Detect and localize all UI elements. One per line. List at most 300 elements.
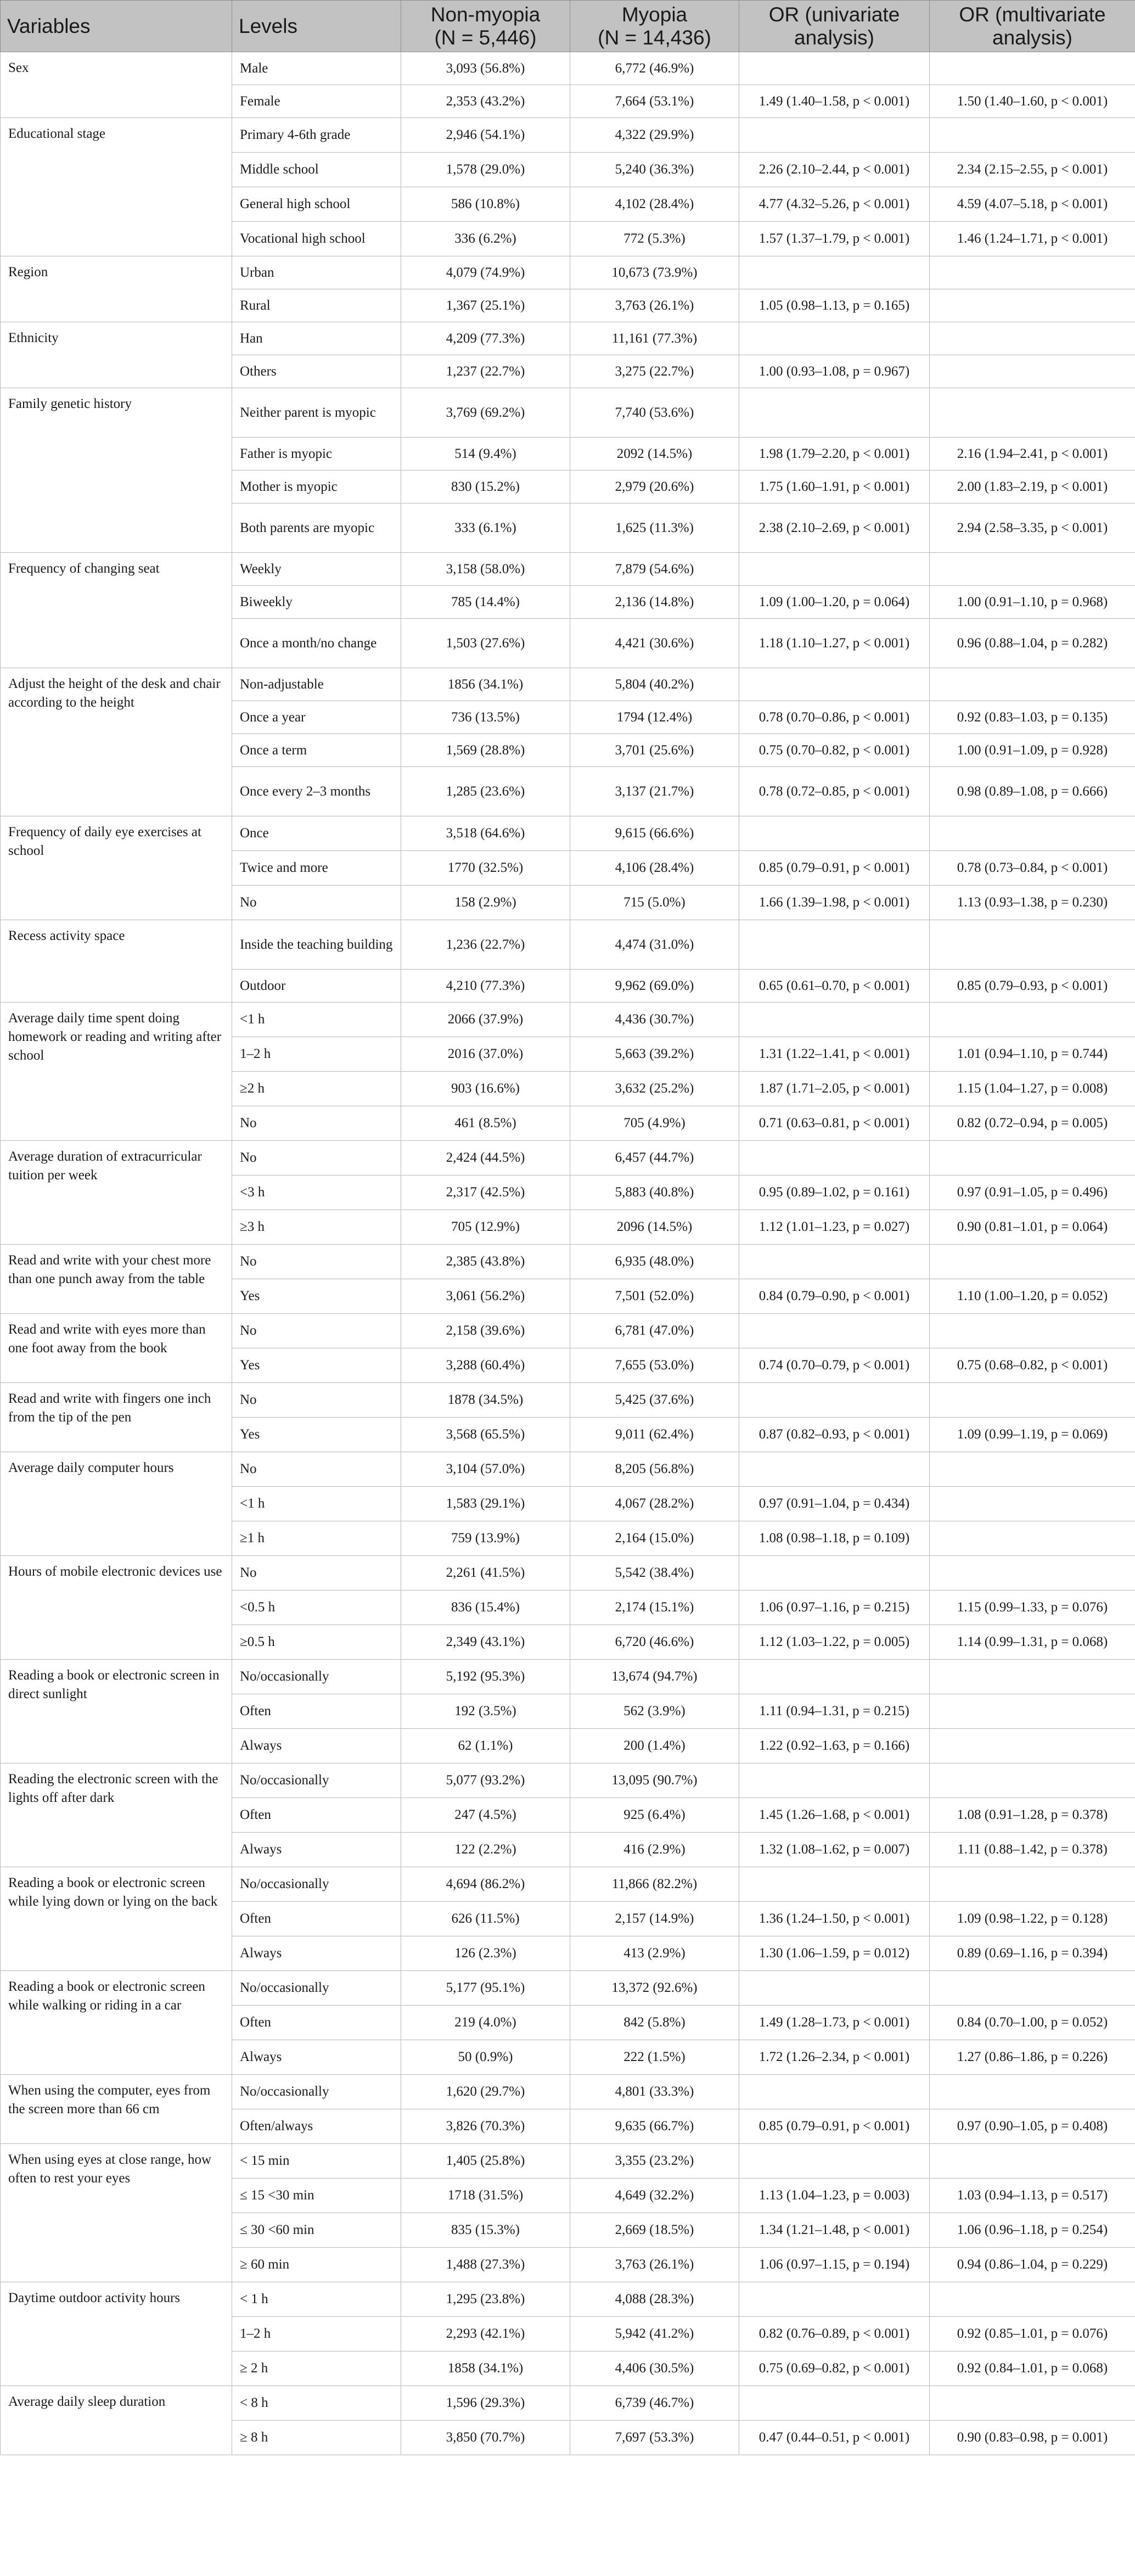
or-univariate-cell: 1.00 (0.93–1.08, p = 0.967): [739, 355, 930, 388]
level-cell: No/occasionally: [232, 1867, 401, 1902]
myopia-cell: 2,669 (18.5%): [570, 2213, 739, 2248]
myopia-cell: 7,655 (53.0%): [570, 1348, 739, 1383]
non-myopia-cell: 62 (1.1%): [401, 1729, 570, 1763]
or-multivariate-cell: [930, 118, 1135, 153]
or-multivariate-cell: 0.96 (0.88–1.04, p = 0.282): [930, 619, 1135, 668]
or-univariate-cell: 1.18 (1.10–1.27, p < 0.001): [739, 619, 930, 668]
non-myopia-cell: 626 (11.5%): [401, 1902, 570, 1936]
or-multivariate-cell: 2.00 (1.83–2.19, p < 0.001): [930, 471, 1135, 503]
header-myopia-n: (N = 14,436): [598, 26, 711, 49]
myopia-cell: 2096 (14.5%): [570, 1210, 739, 1245]
or-univariate-cell: [739, 256, 930, 289]
level-cell: ≥3 h: [232, 1210, 401, 1245]
table-row: [1, 1971, 1135, 2006]
non-myopia-cell: 1,569 (28.8%): [401, 734, 570, 767]
level-cell: Mother is myopic: [232, 471, 401, 503]
myopia-cell: 4,649 (32.2%): [570, 2179, 739, 2213]
myopia-cell: 5,942 (41.2%): [570, 2317, 739, 2351]
or-multivariate-cell: 1.09 (0.99–1.19, p = 0.069): [930, 1418, 1135, 1452]
non-myopia-cell: 2,293 (42.1%): [401, 2317, 570, 2351]
or-multivariate-cell: [930, 1867, 1135, 1902]
level-cell: Han: [232, 322, 401, 355]
level-cell: Often: [232, 2006, 401, 2040]
level-cell: <1 h: [232, 1487, 401, 1521]
level-cell: No/occasionally: [232, 2075, 401, 2109]
level-cell: No: [232, 886, 401, 920]
or-multivariate-cell: 1.00 (0.91–1.09, p = 0.928): [930, 734, 1135, 767]
level-cell: ≥ 2 h: [232, 2351, 401, 2386]
table-row: [1, 2282, 1135, 2317]
or-univariate-cell: 1.57 (1.37–1.79, p < 0.001): [739, 222, 930, 256]
or-univariate-cell: 0.65 (0.61–0.70, p < 0.001): [739, 970, 930, 1003]
header-myopia: [570, 1, 739, 52]
or-multivariate-cell: [930, 289, 1135, 322]
header-non-myopia-title: Non-myopia: [430, 3, 541, 26]
or-multivariate-cell: [930, 355, 1135, 388]
or-multivariate-cell: 1.15 (1.04–1.27, p = 0.008): [930, 1072, 1135, 1106]
or-univariate-cell: [739, 52, 930, 85]
or-univariate-cell: 1.12 (1.03–1.22, p = 0.005): [739, 1625, 930, 1660]
or-univariate-cell: 1.66 (1.39–1.98, p < 0.001): [739, 886, 930, 920]
or-univariate-cell: 4.77 (4.32–5.26, p < 0.001): [739, 187, 930, 222]
level-cell: No: [232, 1383, 401, 1418]
myopia-cell: 13,674 (94.7%): [570, 1660, 739, 1694]
myopia-cell: 11,866 (82.2%): [570, 1867, 739, 1902]
level-cell: No: [232, 1556, 401, 1591]
non-myopia-cell: 2,353 (43.2%): [401, 85, 570, 118]
non-myopia-cell: 3,769 (69.2%): [401, 388, 570, 438]
non-myopia-cell: 122 (2.2%): [401, 1833, 570, 1867]
non-myopia-cell: 461 (8.5%): [401, 1106, 570, 1141]
variable-cell: Read and write with your chest more than one punch away from the table: [1, 1245, 232, 1314]
level-cell: Rural: [232, 289, 401, 322]
or-multivariate-cell: 0.97 (0.90–1.05, p = 0.408): [930, 2109, 1135, 2144]
level-cell: < 1 h: [232, 2282, 401, 2317]
or-univariate-cell: [739, 668, 930, 701]
non-myopia-cell: 2,946 (54.1%): [401, 118, 570, 153]
or-multivariate-cell: 0.75 (0.68–0.82, p < 0.001): [930, 1348, 1135, 1383]
myopia-cell: 3,632 (25.2%): [570, 1072, 739, 1106]
myopia-cell: 413 (2.9%): [570, 1936, 739, 1971]
level-cell: Once every 2–3 months: [232, 767, 401, 816]
variable-cell: When using the computer, eyes from the screen more than 66 cm: [1, 2075, 232, 2144]
level-cell: Always: [232, 1936, 401, 1971]
level-cell: Twice and more: [232, 851, 401, 886]
table-row: [1, 388, 1135, 438]
or-multivariate-cell: [930, 1763, 1135, 1798]
level-cell: Middle school: [232, 153, 401, 187]
level-cell: Always: [232, 2040, 401, 2075]
or-multivariate-cell: [930, 52, 1135, 85]
table-row: [1, 1867, 1135, 1902]
non-myopia-cell: 1,596 (29.3%): [401, 2386, 570, 2421]
or-univariate-cell: 1.05 (0.98–1.13, p = 0.165): [739, 289, 930, 322]
non-myopia-cell: 3,826 (70.3%): [401, 2109, 570, 2144]
non-myopia-cell: 4,209 (77.3%): [401, 322, 570, 355]
myopia-cell: 7,501 (52.0%): [570, 1279, 739, 1314]
level-cell: 1–2 h: [232, 1037, 401, 1072]
non-myopia-cell: 1,488 (27.3%): [401, 2248, 570, 2282]
or-multivariate-cell: 0.90 (0.83–0.98, p = 0.001): [930, 2421, 1135, 2455]
level-cell: Yes: [232, 1279, 401, 1314]
myopia-cell: 4,067 (28.2%): [570, 1487, 739, 1521]
myopia-cell: 200 (1.4%): [570, 1729, 739, 1763]
or-multivariate-cell: 1.06 (0.96–1.18, p = 0.254): [930, 2213, 1135, 2248]
myopia-cell: 4,801 (33.3%): [570, 2075, 739, 2109]
non-myopia-cell: 4,210 (77.3%): [401, 970, 570, 1003]
or-univariate-cell: 1.75 (1.60–1.91, p < 0.001): [739, 471, 930, 503]
or-univariate-cell: [739, 1452, 930, 1487]
myopia-cell: 11,161 (77.3%): [570, 322, 739, 355]
or-univariate-cell: 1.34 (1.21–1.48, p < 0.001): [739, 2213, 930, 2248]
non-myopia-cell: 736 (13.5%): [401, 701, 570, 734]
myopia-cell: 7,879 (54.6%): [570, 553, 739, 586]
variable-cell: Average daily sleep duration: [1, 2386, 232, 2455]
or-multivariate-cell: [930, 1556, 1135, 1591]
header-or-univariate-line2: analysis): [794, 26, 874, 49]
myopia-cell: 3,763 (26.1%): [570, 289, 739, 322]
or-univariate-cell: 0.85 (0.79–0.91, p < 0.001): [739, 2109, 930, 2144]
or-univariate-cell: [739, 1141, 930, 1175]
table-row: [1, 1452, 1135, 1487]
non-myopia-cell: 50 (0.9%): [401, 2040, 570, 2075]
level-cell: Inside the teaching building: [232, 920, 401, 970]
non-myopia-cell: 705 (12.9%): [401, 1210, 570, 1245]
non-myopia-cell: 3,288 (60.4%): [401, 1348, 570, 1383]
or-univariate-cell: 1.09 (1.00–1.20, p = 0.064): [739, 586, 930, 619]
level-cell: No: [232, 1141, 401, 1175]
myopia-cell: 6,781 (47.0%): [570, 1314, 739, 1348]
or-multivariate-cell: 0.85 (0.79–0.93, p < 0.001): [930, 970, 1135, 1003]
variable-cell: Read and write with fingers one inch from the tip of the pen: [1, 1383, 232, 1452]
or-univariate-cell: [739, 388, 930, 438]
table-header: [1, 1, 1135, 52]
table-row: [1, 1383, 1135, 1418]
table-row: [1, 1763, 1135, 1798]
myopia-cell: 5,542 (38.4%): [570, 1556, 739, 1591]
or-multivariate-cell: [930, 1971, 1135, 2006]
header-or-univariate-line1: OR (univariate: [768, 3, 900, 26]
variable-cell: Average daily computer hours: [1, 1452, 232, 1556]
or-univariate-cell: 1.31 (1.22–1.41, p < 0.001): [739, 1037, 930, 1072]
level-cell: ≥ 8 h: [232, 2421, 401, 2455]
or-multivariate-cell: [930, 1383, 1135, 1418]
myopia-cell: 7,740 (53.6%): [570, 388, 739, 438]
variable-cell: Reading the electronic screen with the lights off after dark: [1, 1763, 232, 1867]
table-row: [1, 553, 1135, 586]
non-myopia-cell: 1,295 (23.8%): [401, 2282, 570, 2317]
or-multivariate-cell: [930, 1003, 1135, 1037]
myopia-cell: 7,697 (53.3%): [570, 2421, 739, 2455]
or-multivariate-cell: [930, 256, 1135, 289]
non-myopia-cell: 1,620 (29.7%): [401, 2075, 570, 2109]
level-cell: General high school: [232, 187, 401, 222]
or-univariate-cell: [739, 2144, 930, 2179]
variable-cell: Read and write with eyes more than one foot away from the book: [1, 1314, 232, 1383]
table-row: [1, 2386, 1135, 2421]
or-multivariate-cell: [930, 553, 1135, 586]
or-multivariate-cell: [930, 1521, 1135, 1556]
or-multivariate-cell: 0.94 (0.86–1.04, p = 0.229): [930, 2248, 1135, 2282]
or-multivariate-cell: [930, 1245, 1135, 1279]
or-univariate-cell: 1.12 (1.01–1.23, p = 0.027): [739, 1210, 930, 1245]
level-cell: < 15 min: [232, 2144, 401, 2179]
non-myopia-cell: 3,093 (56.8%): [401, 52, 570, 85]
level-cell: ≤ 30 <60 min: [232, 2213, 401, 2248]
level-cell: 1–2 h: [232, 2317, 401, 2351]
table-row: [1, 1141, 1135, 1175]
level-cell: Often/always: [232, 2109, 401, 2144]
table-row: [1, 1556, 1135, 1591]
myopia-cell: 2,979 (20.6%): [570, 471, 739, 503]
or-multivariate-cell: 1.46 (1.24–1.71, p < 0.001): [930, 222, 1135, 256]
or-univariate-cell: [739, 1971, 930, 2006]
or-multivariate-cell: 0.90 (0.81–1.01, p = 0.064): [930, 1210, 1135, 1245]
or-multivariate-cell: 0.97 (0.91–1.05, p = 0.496): [930, 1175, 1135, 1210]
level-cell: <0.5 h: [232, 1591, 401, 1625]
level-cell: Primary 4-6th grade: [232, 118, 401, 153]
non-myopia-cell: 830 (15.2%): [401, 471, 570, 503]
myopia-cell: 6,739 (46.7%): [570, 2386, 739, 2421]
or-univariate-cell: 1.08 (0.98–1.18, p = 0.109): [739, 1521, 930, 1556]
non-myopia-cell: 3,104 (57.0%): [401, 1452, 570, 1487]
myopia-cell: 2092 (14.5%): [570, 438, 739, 471]
or-multivariate-cell: 1.09 (0.98–1.22, p = 0.128): [930, 1902, 1135, 1936]
myopia-cell: 6,772 (46.9%): [570, 52, 739, 85]
non-myopia-cell: 2,261 (41.5%): [401, 1556, 570, 1591]
variable-cell: Frequency of changing seat: [1, 553, 232, 668]
or-univariate-cell: [739, 1660, 930, 1694]
or-univariate-cell: 0.97 (0.91–1.04, p = 0.434): [739, 1487, 930, 1521]
or-univariate-cell: 0.95 (0.89–1.02, p = 0.161): [739, 1175, 930, 1210]
level-cell: Often: [232, 1902, 401, 1936]
non-myopia-cell: 4,079 (74.9%): [401, 256, 570, 289]
non-myopia-cell: 1718 (31.5%): [401, 2179, 570, 2213]
level-cell: Often: [232, 1798, 401, 1833]
level-cell: Once a year: [232, 701, 401, 734]
or-univariate-cell: 1.30 (1.06–1.59, p = 0.012): [739, 1936, 930, 1971]
non-myopia-cell: 192 (3.5%): [401, 1694, 570, 1729]
non-myopia-cell: 5,192 (95.3%): [401, 1660, 570, 1694]
table-row: [1, 52, 1135, 85]
or-univariate-cell: [739, 118, 930, 153]
non-myopia-cell: 158 (2.9%): [401, 886, 570, 920]
or-univariate-cell: 2.38 (2.10–2.69, p < 0.001): [739, 503, 930, 553]
level-cell: Urban: [232, 256, 401, 289]
myopia-cell: 3,275 (22.7%): [570, 355, 739, 388]
non-myopia-cell: 1,583 (29.1%): [401, 1487, 570, 1521]
or-univariate-cell: [739, 1763, 930, 1798]
or-multivariate-cell: [930, 816, 1135, 851]
or-multivariate-cell: [930, 2075, 1135, 2109]
table-row: [1, 1660, 1135, 1694]
non-myopia-cell: 1,405 (25.8%): [401, 2144, 570, 2179]
myopia-cell: 6,935 (48.0%): [570, 1245, 739, 1279]
myopia-cell: 4,436 (30.7%): [570, 1003, 739, 1037]
variable-cell: Hours of mobile electronic devices use: [1, 1556, 232, 1660]
non-myopia-cell: 3,568 (65.5%): [401, 1418, 570, 1452]
variable-cell: Average duration of extracurricular tuition per week: [1, 1141, 232, 1245]
or-univariate-cell: [739, 1556, 930, 1591]
myopia-cell: 9,962 (69.0%): [570, 970, 739, 1003]
myopia-cell: 3,701 (25.6%): [570, 734, 739, 767]
non-myopia-cell: 836 (15.4%): [401, 1591, 570, 1625]
level-cell: Always: [232, 1833, 401, 1867]
non-myopia-cell: 1,367 (25.1%): [401, 289, 570, 322]
myopia-cell: 4,421 (30.6%): [570, 619, 739, 668]
non-myopia-cell: 1858 (34.1%): [401, 2351, 570, 2386]
header-or-univariate: [739, 1, 930, 52]
myopia-cell: 2,157 (14.9%): [570, 1902, 739, 1936]
table-row: [1, 2144, 1135, 2179]
variable-cell: Reading a book or electronic screen while walking or riding in a car: [1, 1971, 232, 2075]
myopia-cell: 5,240 (36.3%): [570, 153, 739, 187]
or-multivariate-cell: 1.01 (0.94–1.10, p = 0.744): [930, 1037, 1135, 1072]
level-cell: Once: [232, 816, 401, 851]
or-multivariate-cell: [930, 2144, 1135, 2179]
or-multivariate-cell: [930, 668, 1135, 701]
or-multivariate-cell: 1.13 (0.93–1.38, p = 0.230): [930, 886, 1135, 920]
level-cell: ≥0.5 h: [232, 1625, 401, 1660]
or-multivariate-cell: [930, 388, 1135, 438]
level-cell: Yes: [232, 1348, 401, 1383]
header-or-multivariate-line1: OR (multivariate: [959, 3, 1106, 26]
myopia-cell: 7,664 (53.1%): [570, 85, 739, 118]
header-variables: Variables: [1, 1, 232, 52]
level-cell: Once a term: [232, 734, 401, 767]
or-univariate-cell: 0.82 (0.76–0.89, p < 0.001): [739, 2317, 930, 2351]
myopia-cell: 562 (3.9%): [570, 1694, 739, 1729]
myopia-cell: 4,322 (29.9%): [570, 118, 739, 153]
or-univariate-cell: 1.45 (1.26–1.68, p < 0.001): [739, 1798, 930, 1833]
or-univariate-cell: 0.75 (0.70–0.82, p < 0.001): [739, 734, 930, 767]
myopia-cell: 9,635 (66.7%): [570, 2109, 739, 2144]
level-cell: Often: [232, 1694, 401, 1729]
header-myopia-title: Myopia: [621, 3, 688, 26]
myopia-cell: 416 (2.9%): [570, 1833, 739, 1867]
level-cell: Yes: [232, 1418, 401, 1452]
or-univariate-cell: [739, 553, 930, 586]
myopia-cell: 4,106 (28.4%): [570, 851, 739, 886]
non-myopia-cell: 2,317 (42.5%): [401, 1175, 570, 1210]
table-row: [1, 2075, 1135, 2109]
level-cell: No/occasionally: [232, 1763, 401, 1798]
myopia-cell: 222 (1.5%): [570, 2040, 739, 2075]
or-univariate-cell: 2.26 (2.10–2.44, p < 0.001): [739, 153, 930, 187]
non-myopia-cell: 1,236 (22.7%): [401, 920, 570, 970]
myopia-cell: 5,804 (40.2%): [570, 668, 739, 701]
or-multivariate-cell: 1.15 (0.99–1.33, p = 0.076): [930, 1591, 1135, 1625]
level-cell: No: [232, 1106, 401, 1141]
or-multivariate-cell: 2.16 (1.94–2.41, p < 0.001): [930, 438, 1135, 471]
level-cell: Non-adjustable: [232, 668, 401, 701]
variable-cell: Region: [1, 256, 232, 322]
table-row: [1, 256, 1135, 289]
myopia-cell: 6,720 (46.6%): [570, 1625, 739, 1660]
level-cell: No/occasionally: [232, 1660, 401, 1694]
non-myopia-cell: 1,237 (22.7%): [401, 355, 570, 388]
table-row: [1, 816, 1135, 851]
myopia-cell: 9,615 (66.6%): [570, 816, 739, 851]
myopia-cell: 4,406 (30.5%): [570, 2351, 739, 2386]
level-cell: Others: [232, 355, 401, 388]
or-univariate-cell: 1.22 (0.92–1.63, p = 0.166): [739, 1729, 930, 1763]
myopia-cell: 4,474 (31.0%): [570, 920, 739, 970]
non-myopia-cell: 759 (13.9%): [401, 1521, 570, 1556]
myopia-cell: 715 (5.0%): [570, 886, 739, 920]
myopia-cell: 8,205 (56.8%): [570, 1452, 739, 1487]
level-cell: < 8 h: [232, 2386, 401, 2421]
or-univariate-cell: 1.32 (1.08–1.62, p = 0.007): [739, 1833, 930, 1867]
level-cell: No/occasionally: [232, 1971, 401, 2006]
variable-cell: Daytime outdoor activity hours: [1, 2282, 232, 2386]
or-multivariate-cell: [930, 2386, 1135, 2421]
myopia-cell: 4,102 (28.4%): [570, 187, 739, 222]
non-myopia-cell: 3,850 (70.7%): [401, 2421, 570, 2455]
myopia-cell: 5,883 (40.8%): [570, 1175, 739, 1210]
or-multivariate-cell: [930, 1729, 1135, 1763]
myopia-cell: 5,425 (37.6%): [570, 1383, 739, 1418]
non-myopia-cell: 126 (2.3%): [401, 1936, 570, 1971]
or-multivariate-cell: [930, 1141, 1135, 1175]
level-cell: ≥ 60 min: [232, 2248, 401, 2282]
level-cell: Always: [232, 1729, 401, 1763]
or-multivariate-cell: 0.84 (0.70–1.00, p = 0.052): [930, 2006, 1135, 2040]
or-multivariate-cell: 0.89 (0.69–1.16, p = 0.394): [930, 1936, 1135, 1971]
or-univariate-cell: 1.87 (1.71–2.05, p < 0.001): [739, 1072, 930, 1106]
level-cell: <3 h: [232, 1175, 401, 1210]
table-row: [1, 1245, 1135, 1279]
myopia-cell: 6,457 (44.7%): [570, 1141, 739, 1175]
myopia-cell: 10,673 (73.9%): [570, 256, 739, 289]
or-univariate-cell: [739, 1314, 930, 1348]
or-multivariate-cell: 0.78 (0.73–0.84, p < 0.001): [930, 851, 1135, 886]
non-myopia-cell: 2,158 (39.6%): [401, 1314, 570, 1348]
or-multivariate-cell: 0.92 (0.83–1.03, p = 0.135): [930, 701, 1135, 734]
or-univariate-cell: 0.87 (0.82–0.93, p < 0.001): [739, 1418, 930, 1452]
non-myopia-cell: 2016 (37.0%): [401, 1037, 570, 1072]
or-multivariate-cell: [930, 1452, 1135, 1487]
header-non-myopia-n: (N = 5,446): [434, 26, 537, 49]
or-univariate-cell: 0.71 (0.63–0.81, p < 0.001): [739, 1106, 930, 1141]
or-multivariate-cell: [930, 1314, 1135, 1348]
non-myopia-cell: 3,158 (58.0%): [401, 553, 570, 586]
level-cell: Outdoor: [232, 970, 401, 1003]
level-cell: <1 h: [232, 1003, 401, 1037]
or-multivariate-cell: [930, 920, 1135, 970]
table-row: [1, 118, 1135, 153]
or-univariate-cell: 0.85 (0.79–0.91, p < 0.001): [739, 851, 930, 886]
level-cell: Male: [232, 52, 401, 85]
or-multivariate-cell: 1.50 (1.40–1.60, p < 0.001): [930, 85, 1135, 118]
myopia-cell: 2,174 (15.1%): [570, 1591, 739, 1625]
or-multivariate-cell: 2.94 (2.58–3.35, p < 0.001): [930, 503, 1135, 553]
non-myopia-cell: 333 (6.1%): [401, 503, 570, 553]
or-univariate-cell: [739, 1867, 930, 1902]
or-univariate-cell: 1.36 (1.24–1.50, p < 0.001): [739, 1902, 930, 1936]
myopia-cell: 4,088 (28.3%): [570, 2282, 739, 2317]
myopia-cell: 5,663 (39.2%): [570, 1037, 739, 1072]
header-or-multivariate-line2: analysis): [992, 26, 1072, 49]
or-univariate-cell: 0.47 (0.44–0.51, p < 0.001): [739, 2421, 930, 2455]
myopia-cell: 3,355 (23.2%): [570, 2144, 739, 2179]
variable-cell: Recess activity space: [1, 920, 232, 1003]
variable-cell: Frequency of daily eye exercises at school: [1, 816, 232, 920]
header-non-myopia: [401, 1, 570, 52]
myopia-cell: 1794 (12.4%): [570, 701, 739, 734]
non-myopia-cell: 219 (4.0%): [401, 2006, 570, 2040]
non-myopia-cell: 336 (6.2%): [401, 222, 570, 256]
